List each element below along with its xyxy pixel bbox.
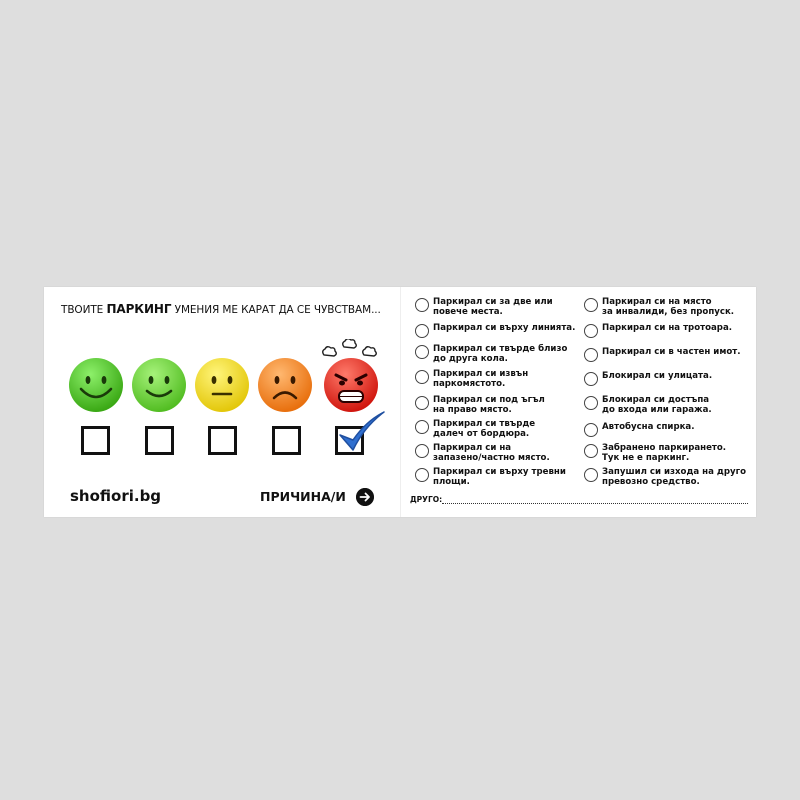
- sad-checkbox[interactable]: [272, 426, 301, 455]
- radio-circle[interactable]: [584, 324, 598, 338]
- neutral-face-icon: [194, 357, 250, 413]
- reason-option-text: Блокирал си улицата.: [602, 371, 713, 381]
- radio-circle[interactable]: [415, 396, 429, 410]
- radio-circle[interactable]: [415, 444, 429, 458]
- radio-circle[interactable]: [584, 423, 598, 437]
- happy-face-icon: [131, 357, 187, 413]
- divider: [400, 287, 401, 517]
- radio-circle[interactable]: [415, 420, 429, 434]
- other-input-line[interactable]: [442, 503, 748, 504]
- reason-option-text: Паркирал си твърде близо до друга кола.: [433, 344, 568, 364]
- reason-option-text: Блокирал си достъпа до входа или гаража.: [602, 395, 712, 415]
- radio-circle[interactable]: [584, 468, 598, 482]
- very-happy-face-icon: [68, 357, 124, 413]
- reason-option-text: Паркирал си на тротоара.: [602, 323, 733, 333]
- arrow-right-icon: [356, 488, 374, 506]
- radio-circle[interactable]: [415, 370, 429, 384]
- radio-circle[interactable]: [584, 298, 598, 312]
- reason-option-text: Паркирал си върху тревни площи.: [433, 467, 566, 487]
- radio-circle[interactable]: [584, 372, 598, 386]
- radio-circle[interactable]: [584, 444, 598, 458]
- card-headline: [61, 302, 381, 316]
- headline-pre: ТВОИТЕ: [61, 304, 107, 316]
- reason-option-text: Запушил си изхода на друго превозно средство.: [602, 467, 746, 487]
- parking-feedback-card: [44, 287, 756, 517]
- sad-face-icon: [257, 357, 313, 413]
- reason-option-text: Паркирал си на запазено/частно място.: [433, 443, 550, 463]
- radio-circle[interactable]: [584, 348, 598, 362]
- radio-circle[interactable]: [415, 298, 429, 312]
- radio-circle[interactable]: [415, 468, 429, 482]
- reason-option-text: Паркирал си върху линията.: [433, 323, 576, 333]
- reason-option-text: Паркирал си под ъгъл на право място.: [433, 395, 545, 415]
- happy-checkbox[interactable]: [145, 426, 174, 455]
- reason-option-text: Паркирал си извън паркомястото.: [433, 369, 529, 389]
- angry-face-icon: [318, 339, 384, 415]
- reason-option-text: Автобусна спирка.: [602, 422, 695, 432]
- site-url: shofiori.bg: [70, 487, 162, 505]
- reason-option-text: Паркирал си твърде далеч от бордюра.: [433, 419, 536, 439]
- reason-option-text: Паркирал си на място за инвалиди, без пропуск.: [602, 297, 735, 317]
- reason-option-text: Забранено паркирането. Тук не е паркинг.: [602, 443, 727, 463]
- neutral-checkbox[interactable]: [208, 426, 237, 455]
- radio-circle[interactable]: [584, 396, 598, 410]
- headline-post: УМЕНИЯ МЕ КАРАТ ДА СЕ ЧУВСТВАМ...: [171, 304, 381, 316]
- radio-circle[interactable]: [415, 345, 429, 359]
- other-label: ДРУГО:: [410, 495, 443, 504]
- reason-option-text: Паркирал си в частен имот.: [602, 347, 741, 357]
- headline-bold: ПАРКИНГ: [106, 302, 172, 316]
- checkmark-icon: [336, 409, 388, 457]
- radio-circle[interactable]: [415, 324, 429, 338]
- reason-option-text: Паркирал си за две или повече места.: [433, 297, 553, 317]
- reason-label: ПРИЧИНА/И: [260, 489, 346, 504]
- very-happy-checkbox[interactable]: [81, 426, 110, 455]
